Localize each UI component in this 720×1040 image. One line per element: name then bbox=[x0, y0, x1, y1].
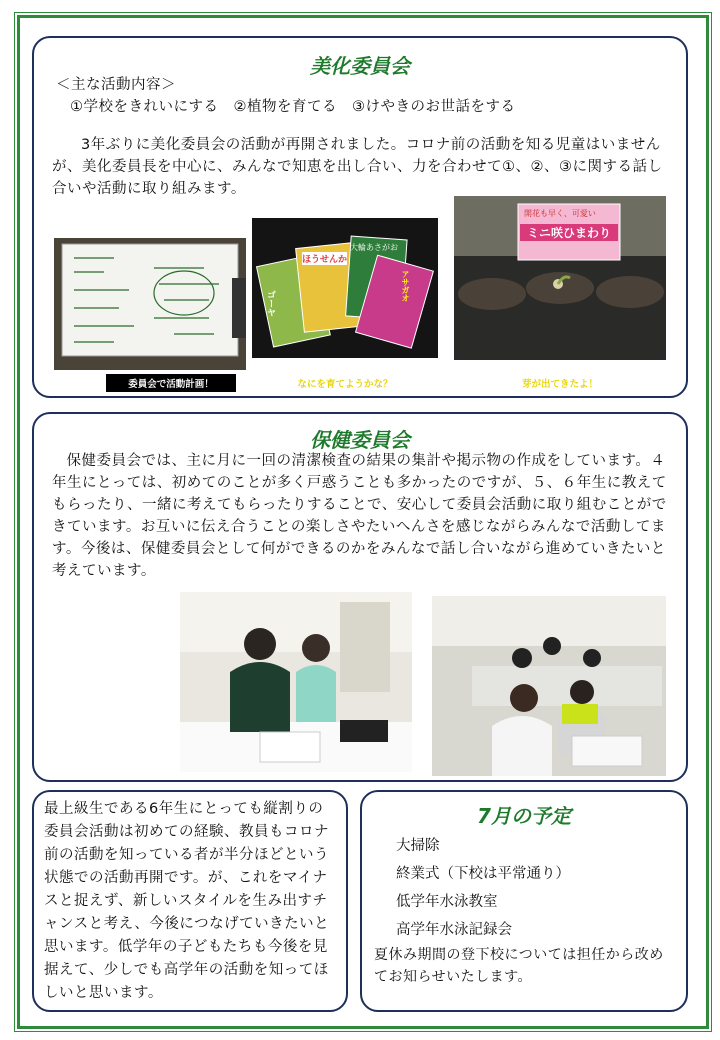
bika-body: 3年ぶりに美化委員会の活動が再開されました。コロナ前の活動を知る児童はいませんが、美化委員長を中心に、みんなで知恵を出し合い、力を合わせて①、②、③に関する話し合いや活動に取り組みます。 bbox=[52, 137, 663, 197]
bika-title: 美化委員会 bbox=[310, 54, 410, 78]
schedule-title: 7月の予定 bbox=[477, 804, 571, 828]
hoken-section bbox=[32, 412, 688, 782]
schedule-item: 高学年水泳記録会 bbox=[396, 922, 512, 938]
whiteboard-photo bbox=[54, 238, 246, 370]
seed-label-asagao-large: 大輪あさがお bbox=[350, 243, 398, 252]
sprout-pots-photo bbox=[454, 196, 666, 360]
bika-activities: ①学校をきれいにする ②植物を育てる ③けやきのお世話をする bbox=[70, 99, 516, 115]
seed-label-housenka: ほうせんか bbox=[302, 252, 347, 265]
schedule-item: 低学年水泳教室 bbox=[396, 894, 498, 910]
seed-label-asagao: アサガオ bbox=[401, 270, 410, 302]
message-section bbox=[32, 790, 348, 1012]
caption-sprouts: 芽が出てきたよ！ bbox=[521, 379, 598, 390]
hoken-title: 保健委員会 bbox=[310, 428, 410, 452]
schedule-item: 終業式（下校は平常通り） bbox=[396, 866, 570, 882]
caption-seeds: なにを育てようかな？ bbox=[297, 379, 393, 390]
hoken-body: 保健委員会では、主に月に一回の清潔検査の結果の集計や掲示物の作成をしています。４年生にとっては、初めてのことが多く戸惑うことも多かったのですが、５、６年生に教えてもらったり、一緒に考えてもらったりすることで、安心して委員会活動に取り組むことができています。お互いに伝え合うことの楽しさやたいへんさを感じながらみんなで活動してます。今後は、保健委員会として何ができるのかをみんなで話し合いながら進めていきたいと考えています。 bbox=[52, 453, 667, 579]
students-photo-1 bbox=[180, 592, 412, 772]
caption-whiteboard: 委員会で活動計画！ bbox=[106, 374, 236, 392]
seed-label-goya: ゴーヤ bbox=[265, 290, 275, 317]
schedule-item: 大掃除 bbox=[396, 838, 440, 854]
schedule-section bbox=[360, 790, 688, 1012]
students-photo-2 bbox=[432, 596, 666, 776]
bika-heading: ＜主な活動内容＞ bbox=[56, 77, 176, 93]
message-body: 最上級生である6年生にとっても縦割りの委員会活動は初めての経験、教員もコロナ前の活動を知っている者が半分ほどという状態での活動再開です。が、これをマイナスと捉えず、新しいスタイルを生み出すチャンスと考え、今後につなげていきたいと思います。低学年の子どもたちも今後を見据えて、少しでも高学年の活動を知ってほしいと思います。 bbox=[44, 801, 330, 1001]
sign-title: ミニ咲ひまわり bbox=[520, 224, 618, 241]
seed-packets-photo bbox=[252, 218, 438, 358]
schedule-note: 夏休み期間の登下校については担任から改めてお知らせいたします。 bbox=[374, 947, 664, 985]
sign-subtitle: 開花も早く、可愛い bbox=[524, 209, 596, 218]
bika-section bbox=[32, 36, 688, 398]
